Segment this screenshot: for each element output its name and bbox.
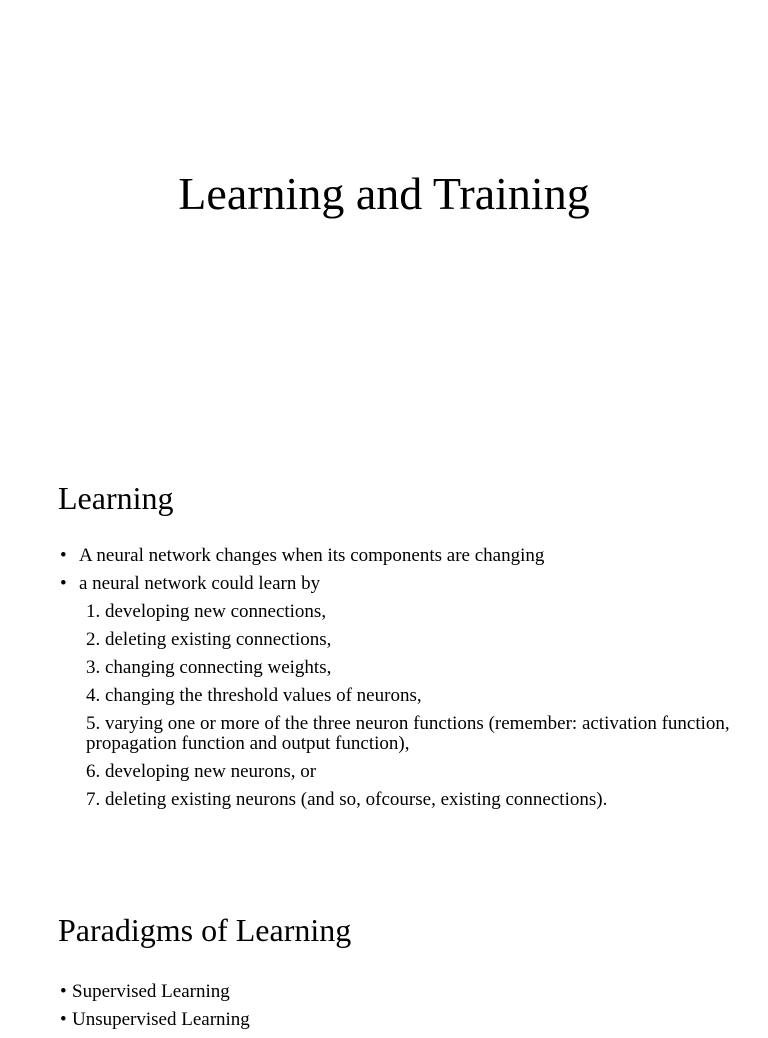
list-item: • Unsupervised Learning [58, 1010, 250, 1030]
numbered-item: 7. deleting existing neurons (and so, ofcourse, existing connections). [86, 789, 608, 810]
numbered-item: 4. changing the threshold values of neurons, [86, 685, 422, 706]
slide-title-text: Learning and Training [178, 168, 590, 219]
list-item: • a neural network could learn by [58, 574, 738, 594]
list-item: • A neural network changes when its components are changing [58, 546, 738, 566]
numbered-item: 6. developing new neurons, or [86, 761, 317, 782]
numbered-item: 2. deleting existing connections, [86, 629, 332, 650]
paradigms-list [58, 982, 250, 1038]
slide-learning [0, 470, 768, 870]
numbered-item: 5. varying one or more of the three neuron functions (remember: activation function, propagation function and output function), [86, 713, 730, 754]
slide-title [0, 0, 768, 430]
slide-paradigms [0, 900, 768, 1030]
paradigms-heading: Paradigms of Learning [58, 912, 352, 948]
numbered-item: 1. developing new connections, [86, 601, 327, 622]
learning-heading: Learning [58, 480, 174, 516]
list-item: • Supervised Learning [58, 982, 250, 1002]
learning-list [58, 546, 738, 818]
numbered-item: 3. changing connecting weights, [86, 657, 332, 678]
